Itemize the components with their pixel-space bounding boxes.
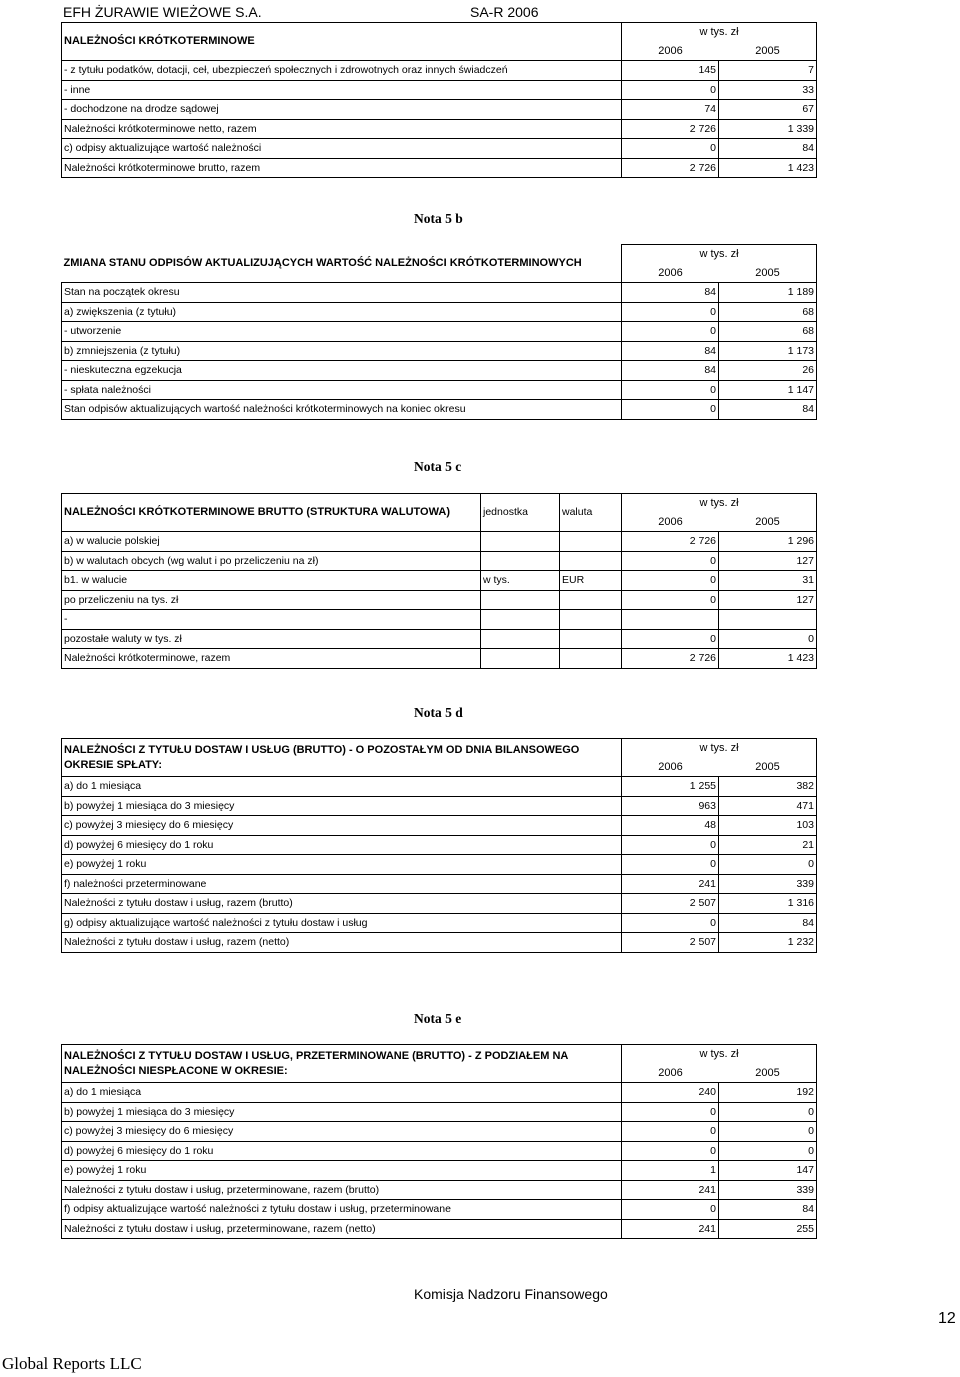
- row-label: Stan na początek okresu: [62, 283, 622, 303]
- value-2005: 1 423: [719, 649, 817, 669]
- unit-year-header: [622, 1045, 817, 1083]
- unit-year-header: [622, 23, 817, 61]
- value-2005: 127: [719, 551, 817, 571]
- table-row: [62, 100, 817, 120]
- row-currency: [560, 590, 622, 610]
- row-label: po przeliczeniu na tys. zł: [62, 590, 481, 610]
- value-2005: 471: [719, 796, 817, 816]
- table-row: [62, 283, 817, 303]
- year-2005: 2005: [755, 760, 780, 773]
- row-label: - inne: [62, 80, 622, 100]
- table-row: [62, 1200, 817, 1220]
- value-2005: 7: [719, 61, 817, 81]
- row-label: f) należności przeterminowane: [62, 874, 622, 894]
- table-row: [62, 61, 817, 81]
- value-2006: 84: [622, 283, 719, 303]
- table-row: [62, 1141, 817, 1161]
- row-currency: [560, 629, 622, 649]
- row-label: a) w walucie polskiej: [62, 532, 481, 552]
- value-2005: 84: [719, 1200, 817, 1220]
- row-label: b) w walutach obcych (wg walut i po przeliczeniu na zł): [62, 551, 481, 571]
- table-row: [62, 894, 817, 914]
- value-2005: 21: [719, 835, 817, 855]
- value-2006: 0: [622, 139, 719, 159]
- value-2005: 147: [719, 1161, 817, 1181]
- row-unit: [481, 532, 560, 552]
- unit-label: w tys. zł: [699, 497, 739, 509]
- table-receivables-short-term: [61, 22, 817, 178]
- row-currency: [560, 610, 622, 630]
- value-2005: 31: [719, 571, 817, 591]
- nota-5e-heading: Nota 5 e: [414, 1011, 462, 1026]
- table-row: [62, 119, 817, 139]
- table-row: [62, 629, 817, 649]
- value-2006: 84: [622, 341, 719, 361]
- value-2005: 339: [719, 874, 817, 894]
- value-2006: 2 507: [622, 894, 719, 914]
- col-currency-header: waluta: [560, 494, 622, 532]
- table-row: [62, 590, 817, 610]
- row-label: a) do 1 miesiąca: [62, 1083, 622, 1103]
- row-label: d) powyżej 6 miesięcy do 1 roku: [62, 1141, 622, 1161]
- value-2006: 0: [622, 1122, 719, 1142]
- row-label: - dochodzone na drodze sądowej: [62, 100, 622, 120]
- table-row: [62, 816, 817, 836]
- value-2006: 0: [622, 322, 719, 342]
- table-nota-5c: [61, 493, 817, 669]
- row-label: pozostałe waluty w tys. zł: [62, 629, 481, 649]
- value-2006: 240: [622, 1083, 719, 1103]
- table-row: [62, 796, 817, 816]
- value-2006: 0: [622, 80, 719, 100]
- unit-year-header: [622, 245, 817, 283]
- value-2006: 84: [622, 361, 719, 381]
- table-header-row: [62, 245, 817, 283]
- value-2005: 127: [719, 590, 817, 610]
- page-number: 12: [938, 1310, 956, 1327]
- table-title: NALEŻNOŚCI Z TYTUŁU DOSTAW I USŁUG (BRUTTO) - O POZOSTAŁYM OD DNIA BILANSOWEGO OKRESIE SPŁATY:: [62, 739, 622, 777]
- value-2005: 0: [719, 1102, 817, 1122]
- table-header-row: [62, 739, 817, 777]
- table-row: [62, 777, 817, 797]
- value-2006: 241: [622, 874, 719, 894]
- row-unit: [481, 610, 560, 630]
- table-title: ZMIANA STANU ODPISÓW AKTUALIZUJĄCYCH WARTOŚĆ NALEŻNOŚCI KRÓTKOTERMINOWYCH: [62, 245, 622, 283]
- value-2005: 192: [719, 1083, 817, 1103]
- value-2005: 1 147: [719, 380, 817, 400]
- value-2006: 0: [622, 835, 719, 855]
- row-label: Należności krótkoterminowe, razem: [62, 649, 481, 669]
- value-2005: 255: [719, 1219, 817, 1239]
- table-row: [62, 835, 817, 855]
- row-unit: [481, 590, 560, 610]
- table-row: [62, 302, 817, 322]
- table-row: [62, 1161, 817, 1181]
- row-label: Należności krótkoterminowe brutto, razem: [62, 158, 622, 178]
- value-2006: 0: [622, 590, 719, 610]
- value-2006: 2 726: [622, 532, 719, 552]
- unit-label: w tys. zł: [699, 26, 739, 38]
- table-row: [62, 341, 817, 361]
- unit-label: w tys. zł: [699, 1048, 739, 1060]
- row-label: e) powyżej 1 roku: [62, 855, 622, 875]
- row-label: c) powyżej 3 miesięcy do 6 miesięcy: [62, 816, 622, 836]
- value-2005: 1 296: [719, 532, 817, 552]
- value-2005: 84: [719, 913, 817, 933]
- value-2005: 0: [719, 1122, 817, 1142]
- value-2005: 84: [719, 400, 817, 420]
- value-2006: 48: [622, 816, 719, 836]
- row-label: c) odpisy aktualizujące wartość należności: [62, 139, 622, 159]
- row-label: b) zmniejszenia (z tytułu): [62, 341, 622, 361]
- value-2005: 1 189: [719, 283, 817, 303]
- value-2006: 0: [622, 380, 719, 400]
- year-2005: 2005: [755, 44, 780, 57]
- row-currency: [560, 532, 622, 552]
- value-2006: [622, 610, 719, 630]
- company-name: EFH ŻURAWIE WIEŻOWE S.A.: [63, 4, 262, 20]
- row-label: - z tytułu podatków, dotacji, ceł, ubezpieczeń społecznych i zdrowotnych oraz innych świadczeń: [62, 61, 622, 81]
- table-row: [62, 855, 817, 875]
- table-title: NALEŻNOŚCI KRÓTKOTERMINOWE BRUTTO (STRUKTURA WALUTOWA): [62, 494, 481, 532]
- row-label: f) odpisy aktualizujące wartość należności z tytułu dostaw i usług, przeterminowane: [62, 1200, 622, 1220]
- table-row: [62, 933, 817, 953]
- row-currency: [560, 551, 622, 571]
- row-label: d) powyżej 6 miesięcy do 1 roku: [62, 835, 622, 855]
- value-2006: 0: [622, 302, 719, 322]
- year-2006: 2006: [658, 1066, 683, 1079]
- table-row: [62, 571, 817, 591]
- row-label: - nieskuteczna egzekucja: [62, 361, 622, 381]
- col-unit-header: jednostka: [481, 494, 560, 532]
- row-label: a) zwiększenia (z tytułu): [62, 302, 622, 322]
- value-2005: 1 232: [719, 933, 817, 953]
- table-row: [62, 1180, 817, 1200]
- value-2005: 84: [719, 139, 817, 159]
- table-row: [62, 361, 817, 381]
- nota-5d-heading: Nota 5 d: [414, 705, 463, 720]
- table-row: [62, 1102, 817, 1122]
- row-label: Należności z tytułu dostaw i usług, przeterminowane, razem (netto): [62, 1219, 622, 1239]
- value-2005: 339: [719, 1180, 817, 1200]
- table-row: [62, 80, 817, 100]
- table-row: [62, 158, 817, 178]
- report-code: SA-R 2006: [470, 4, 539, 20]
- table-row: [62, 322, 817, 342]
- nota-5b-heading: Nota 5 b: [414, 211, 463, 226]
- row-unit: [481, 551, 560, 571]
- table-row: [62, 139, 817, 159]
- value-2005: 103: [719, 816, 817, 836]
- row-label: Stan odpisów aktualizujących wartość należności krótkoterminowych na koniec okresu: [62, 400, 622, 420]
- value-2005: 67: [719, 100, 817, 120]
- row-label: -: [62, 610, 481, 630]
- value-2006: 0: [622, 629, 719, 649]
- unit-label: w tys. zł: [699, 742, 739, 754]
- value-2005: 1 173: [719, 341, 817, 361]
- table-row: [62, 400, 817, 420]
- value-2006: 1 255: [622, 777, 719, 797]
- value-2005: 1 339: [719, 119, 817, 139]
- value-2005: 26: [719, 361, 817, 381]
- table-row: [62, 532, 817, 552]
- value-2006: 0: [622, 913, 719, 933]
- row-label: b) powyżej 1 miesiąca do 3 miesięcy: [62, 1102, 622, 1122]
- value-2005: 0: [719, 1141, 817, 1161]
- row-label: e) powyżej 1 roku: [62, 1161, 622, 1181]
- table-row: [62, 610, 817, 630]
- value-2006: 0: [622, 551, 719, 571]
- unit-label: w tys. zł: [699, 248, 739, 260]
- row-label: b1. w walucie: [62, 571, 481, 591]
- value-2005: [719, 610, 817, 630]
- table-nota-5e: [61, 1044, 817, 1239]
- value-2006: 0: [622, 1200, 719, 1220]
- year-2006: 2006: [658, 266, 683, 279]
- year-2006: 2006: [658, 760, 683, 773]
- row-label: - utworzenie: [62, 322, 622, 342]
- row-label: Należności z tytułu dostaw i usług, razem (brutto): [62, 894, 622, 914]
- value-2005: 1 316: [719, 894, 817, 914]
- table-row: [62, 1122, 817, 1142]
- row-label: Należności z tytułu dostaw i usług, razem (netto): [62, 933, 622, 953]
- year-2005: 2005: [755, 266, 780, 279]
- table-row: [62, 551, 817, 571]
- table-nota-5b: [61, 244, 817, 420]
- value-2005: 68: [719, 322, 817, 342]
- value-2006: 241: [622, 1219, 719, 1239]
- row-label: g) odpisy aktualizujące wartość należności z tytułu dostaw i usług: [62, 913, 622, 933]
- nota-5c-heading: Nota 5 c: [414, 459, 462, 474]
- value-2005: 0: [719, 629, 817, 649]
- value-2006: 0: [622, 571, 719, 591]
- value-2006: 74: [622, 100, 719, 120]
- row-currency: [560, 649, 622, 669]
- table-row: [62, 1219, 817, 1239]
- row-label: Należności z tytułu dostaw i usług, przeterminowane, razem (brutto): [62, 1180, 622, 1200]
- row-currency: EUR: [560, 571, 622, 591]
- value-2006: 963: [622, 796, 719, 816]
- value-2005: 33: [719, 80, 817, 100]
- value-2006: 0: [622, 400, 719, 420]
- row-label: a) do 1 miesiąca: [62, 777, 622, 797]
- value-2006: 2 726: [622, 158, 719, 178]
- value-2005: 382: [719, 777, 817, 797]
- footer-firm: Global Reports LLC: [2, 1354, 142, 1373]
- row-label: c) powyżej 3 miesięcy do 6 miesięcy: [62, 1122, 622, 1142]
- table-header-row: [62, 494, 817, 532]
- value-2006: 0: [622, 855, 719, 875]
- year-2005: 2005: [755, 515, 780, 528]
- row-label: Należności krótkoterminowe netto, razem: [62, 119, 622, 139]
- table-header-row: [62, 1045, 817, 1083]
- row-unit: w tys.: [481, 571, 560, 591]
- table-title: NALEŻNOŚCI KRÓTKOTERMINOWE: [62, 23, 622, 61]
- table-header-row: [62, 23, 817, 61]
- row-unit: [481, 629, 560, 649]
- value-2006: 2 507: [622, 933, 719, 953]
- value-2006: 2 726: [622, 649, 719, 669]
- value-2006: 0: [622, 1102, 719, 1122]
- table-nota-5d: [61, 738, 817, 953]
- table-row: [62, 1083, 817, 1103]
- value-2006: 1: [622, 1161, 719, 1181]
- value-2005: 1 423: [719, 158, 817, 178]
- value-2006: 241: [622, 1180, 719, 1200]
- value-2005: 68: [719, 302, 817, 322]
- value-2005: 0: [719, 855, 817, 875]
- row-label: b) powyżej 1 miesiąca do 3 miesięcy: [62, 796, 622, 816]
- unit-year-header: [622, 494, 817, 532]
- value-2006: 145: [622, 61, 719, 81]
- value-2006: 2 726: [622, 119, 719, 139]
- table-row: [62, 380, 817, 400]
- year-2005: 2005: [755, 1066, 780, 1079]
- row-unit: [481, 649, 560, 669]
- table-row: [62, 913, 817, 933]
- year-2006: 2006: [658, 515, 683, 528]
- table-title: NALEŻNOŚCI Z TYTUŁU DOSTAW I USŁUG, PRZETERMINOWANE (BRUTTO) - Z PODZIAŁEM NA NALEŻNOŚCI NIESPŁACONE W OKRESIE:: [62, 1045, 622, 1083]
- table-row: [62, 649, 817, 669]
- value-2006: 0: [622, 1141, 719, 1161]
- row-label: - spłata należności: [62, 380, 622, 400]
- table-row: [62, 874, 817, 894]
- year-2006: 2006: [658, 44, 683, 57]
- unit-year-header: [622, 739, 817, 777]
- footer-commission: Komisja Nadzoru Finansowego: [414, 1286, 608, 1302]
